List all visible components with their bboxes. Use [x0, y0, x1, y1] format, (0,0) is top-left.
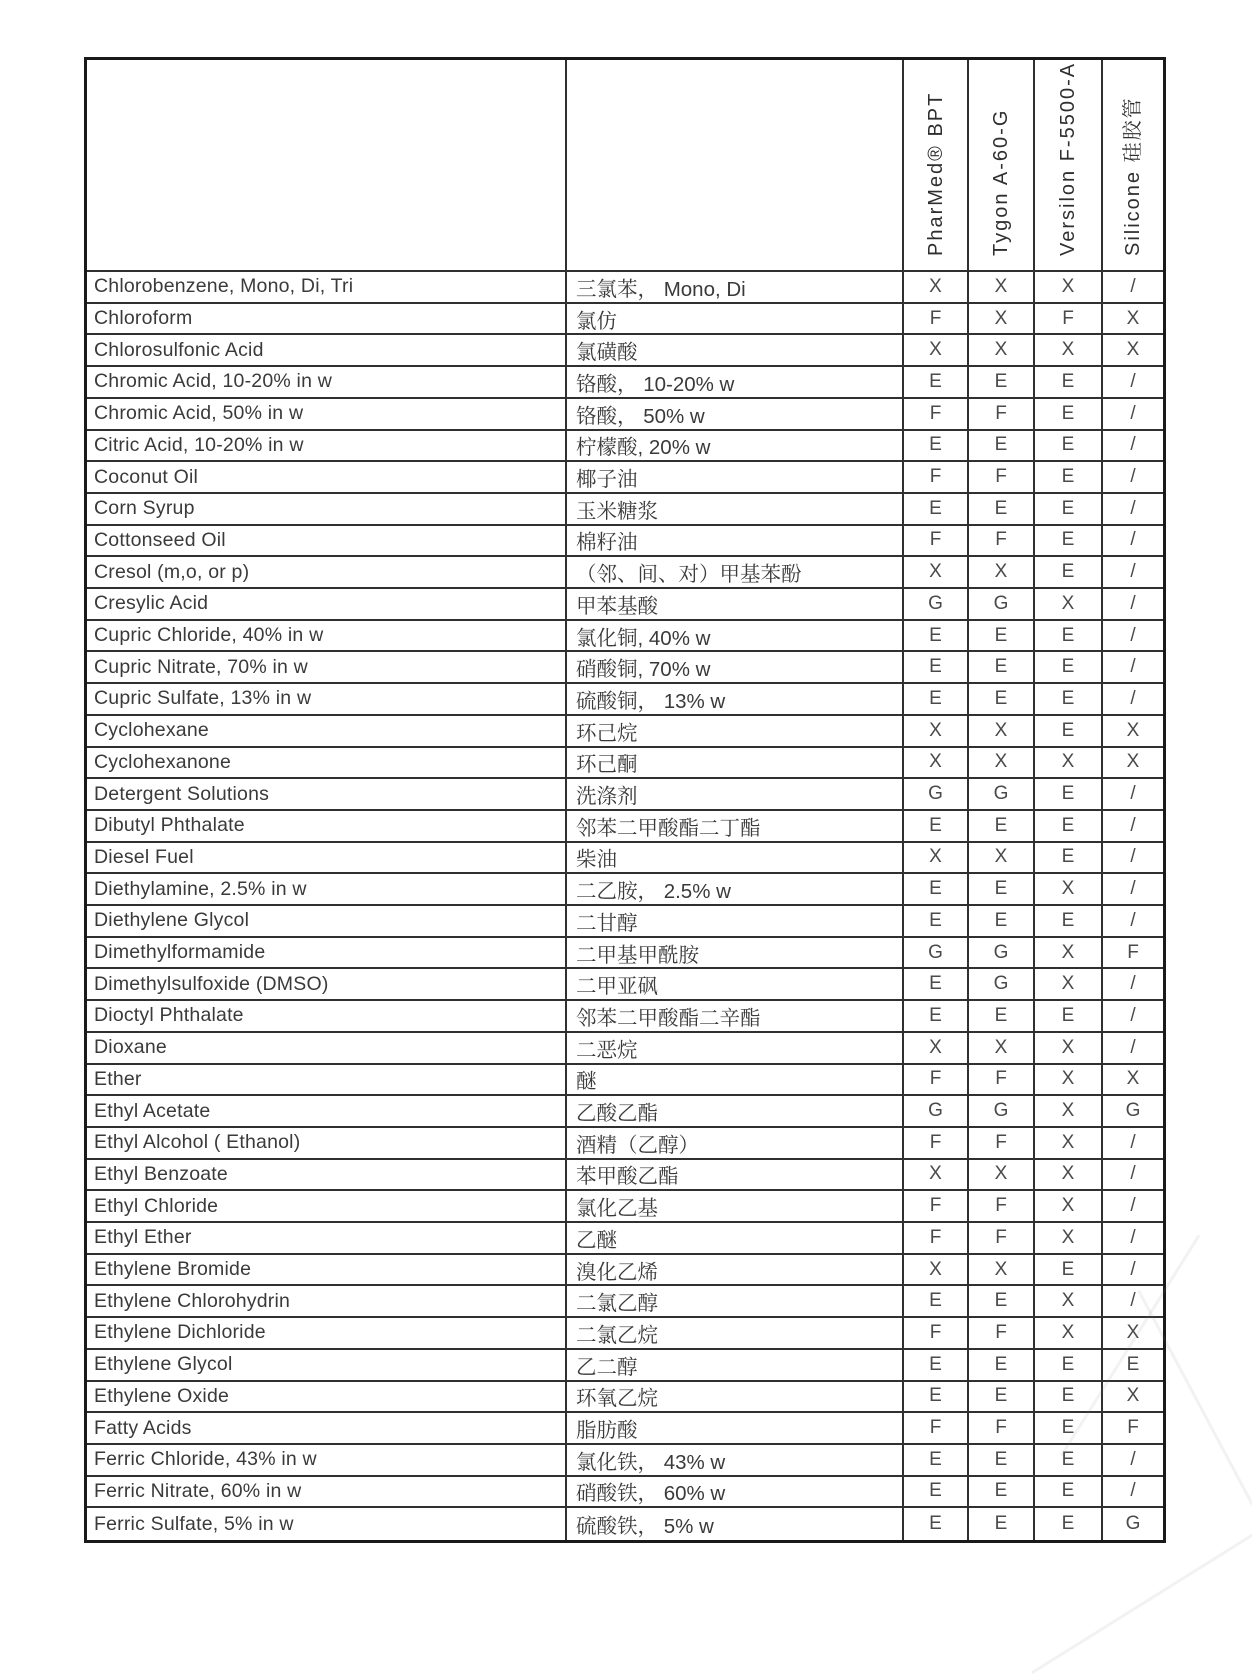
chemical-name-zh: 醚: [567, 1065, 904, 1097]
chemical-name-zh: 氯化铁， 43% w: [567, 1445, 904, 1477]
column-header-silicone: Silicone 硅胶管: [1122, 96, 1144, 256]
chemical-name-zh: 二乙胺， 2.5% w: [567, 874, 904, 906]
compatibility-table: [84, 57, 1166, 1543]
rating-cell: X: [1103, 748, 1163, 780]
chemical-name-en: Cresylic Acid: [87, 589, 567, 621]
chemical-name-zh: 乙二醇: [567, 1350, 904, 1382]
rating-cell: /: [1103, 431, 1163, 463]
column-header-tygon-a60g: Tygon A-60-G: [990, 108, 1012, 256]
chemical-name-zh: 硝酸铜, 70% w: [567, 652, 904, 684]
rating-cell: X: [1035, 1318, 1103, 1350]
rating-cell: X: [1103, 1318, 1163, 1350]
rating-cell: E: [969, 431, 1035, 463]
header-cell-pharmed-bpt: [904, 60, 969, 272]
rating-cell: E: [1035, 1445, 1103, 1477]
rating-cell: X: [969, 1160, 1035, 1192]
rating-cell: E: [1035, 431, 1103, 463]
rating-cell: G: [969, 779, 1035, 811]
rating-cell: /: [1103, 779, 1163, 811]
chemical-name-en: Cresol (m,o, or p): [87, 557, 567, 589]
chemical-name-zh: 甲苯基酸: [567, 589, 904, 621]
chemical-name-en: Dioxane: [87, 1033, 567, 1065]
chemical-name-en: Cupric Sulfate, 13% in w: [87, 684, 567, 716]
rating-cell: X: [1103, 1382, 1163, 1414]
chemical-name-en: Ethyl Chloride: [87, 1191, 567, 1223]
chemical-name-en: Ethyl Ether: [87, 1223, 567, 1255]
rating-cell: X: [969, 1255, 1035, 1287]
column-header-pharmed-bpt: PharMed® BPT: [924, 91, 947, 256]
rating-cell: /: [1103, 652, 1163, 684]
rating-cell: /: [1103, 589, 1163, 621]
rating-cell: /: [1103, 843, 1163, 875]
chemical-name-zh: 二氯乙烷: [567, 1318, 904, 1350]
rating-cell: /: [1103, 906, 1163, 938]
rating-cell: X: [1103, 304, 1163, 336]
chemical-name-en: Coconut Oil: [87, 462, 567, 494]
rating-cell: E: [969, 1286, 1035, 1318]
rating-cell: /: [1103, 1255, 1163, 1287]
rating-cell: /: [1103, 399, 1163, 431]
rating-cell: /: [1103, 969, 1163, 1001]
chemical-name-en: Ethyl Alcohol ( Ethanol): [87, 1128, 567, 1160]
chemical-name-en: Ethyl Acetate: [87, 1096, 567, 1128]
rating-cell: F: [1103, 1413, 1163, 1445]
rating-cell: /: [1103, 1033, 1163, 1065]
rating-cell: X: [904, 1255, 969, 1287]
rating-cell: E: [904, 811, 969, 843]
chemical-name-zh: 三氯苯， Mono, Di: [567, 272, 904, 304]
rating-cell: X: [969, 1033, 1035, 1065]
chemical-name-en: Chlorobenzene, Mono, Di, Tri: [87, 272, 567, 304]
chemical-name-zh: 硫酸铁， 5% w: [567, 1508, 904, 1540]
rating-cell: F: [1035, 304, 1103, 336]
chemical-name-zh: 铬酸， 10-20% w: [567, 367, 904, 399]
chemical-name-zh: 环己酮: [567, 748, 904, 780]
rating-cell: G: [1103, 1096, 1163, 1128]
chemical-name-en: Diesel Fuel: [87, 843, 567, 875]
chemical-name-zh: 氯仿: [567, 304, 904, 336]
rating-cell: F: [904, 1318, 969, 1350]
chemical-name-en: Cyclohexanone: [87, 748, 567, 780]
rating-cell: /: [1103, 1286, 1163, 1318]
rating-cell: X: [1035, 1223, 1103, 1255]
rating-cell: X: [1103, 1065, 1163, 1097]
rating-cell: E: [969, 1350, 1035, 1382]
rating-cell: X: [1035, 748, 1103, 780]
rating-cell: F: [969, 1413, 1035, 1445]
rating-cell: E: [1035, 1350, 1103, 1382]
rating-cell: F: [969, 1318, 1035, 1350]
rating-cell: /: [1103, 1445, 1163, 1477]
chemical-name-zh: 椰子油: [567, 462, 904, 494]
chemical-name-zh: 氯磺酸: [567, 335, 904, 367]
rating-cell: X: [904, 1160, 969, 1192]
chemical-name-en: Dioctyl Phthalate: [87, 1001, 567, 1033]
rating-cell: X: [1035, 1065, 1103, 1097]
chemical-name-en: Ethyl Benzoate: [87, 1160, 567, 1192]
rating-cell: E: [904, 1445, 969, 1477]
chemical-name-en: Ethylene Chlorohydrin: [87, 1286, 567, 1318]
rating-cell: E: [1035, 494, 1103, 526]
rating-cell: E: [969, 874, 1035, 906]
rating-cell: E: [1035, 367, 1103, 399]
chemical-name-en: Ferric Sulfate, 5% in w: [87, 1508, 567, 1540]
rating-cell: E: [1035, 1413, 1103, 1445]
rating-cell: /: [1103, 621, 1163, 653]
chemical-name-en: Diethylene Glycol: [87, 906, 567, 938]
rating-cell: F: [904, 1065, 969, 1097]
rating-cell: X: [1035, 1033, 1103, 1065]
chemical-name-zh: 柴油: [567, 843, 904, 875]
rating-cell: E: [1035, 906, 1103, 938]
chemical-name-zh: （邻、间、对）甲基苯酚: [567, 557, 904, 589]
chemical-name-zh: 乙醚: [567, 1223, 904, 1255]
chemical-name-zh: 二甲基甲酰胺: [567, 938, 904, 970]
rating-cell: X: [969, 748, 1035, 780]
rating-cell: E: [1035, 1477, 1103, 1509]
rating-cell: X: [1035, 1128, 1103, 1160]
rating-cell: /: [1103, 494, 1163, 526]
rating-cell: E: [969, 684, 1035, 716]
rating-cell: E: [904, 621, 969, 653]
chemical-name-zh: 脂肪酸: [567, 1413, 904, 1445]
rating-cell: E: [969, 367, 1035, 399]
rating-cell: E: [1035, 621, 1103, 653]
rating-cell: X: [969, 304, 1035, 336]
rating-cell: F: [904, 526, 969, 558]
column-header-versilon-f5500a: Versilon F-5500-A: [1057, 61, 1079, 256]
chemical-name-zh: 邻苯二甲酸酯二辛酯: [567, 1001, 904, 1033]
rating-cell: G: [969, 969, 1035, 1001]
header-cell-silicone: [1103, 60, 1163, 272]
rating-cell: F: [1103, 938, 1163, 970]
chemical-name-zh: 苯甲酸乙酯: [567, 1160, 904, 1192]
rating-cell: /: [1103, 684, 1163, 716]
rating-cell: F: [904, 1223, 969, 1255]
chemical-name-en: Dimethylsulfoxide (DMSO): [87, 969, 567, 1001]
rating-cell: E: [1035, 1255, 1103, 1287]
chemical-name-en: Ferric Chloride, 43% in w: [87, 1445, 567, 1477]
rating-cell: E: [969, 652, 1035, 684]
chemical-name-zh: 氯化乙基: [567, 1191, 904, 1223]
header-cell-tygon-a60g: [969, 60, 1035, 272]
rating-cell: X: [1035, 874, 1103, 906]
rating-cell: F: [969, 526, 1035, 558]
chemical-name-en: Diethylamine, 2.5% in w: [87, 874, 567, 906]
rating-cell: E: [969, 811, 1035, 843]
header-cell-chemical-zh: [567, 60, 904, 272]
rating-cell: /: [1103, 811, 1163, 843]
chemical-name-zh: 二恶烷: [567, 1033, 904, 1065]
chemical-name-en: Ethylene Oxide: [87, 1382, 567, 1414]
rating-cell: X: [1035, 1096, 1103, 1128]
rating-cell: E: [969, 906, 1035, 938]
rating-cell: G: [969, 1096, 1035, 1128]
rating-cell: E: [1035, 462, 1103, 494]
rating-cell: F: [969, 462, 1035, 494]
header-cell-chemical-en: [87, 60, 567, 272]
rating-cell: X: [1035, 969, 1103, 1001]
chemical-name-zh: 玉米糖浆: [567, 494, 904, 526]
rating-cell: F: [904, 462, 969, 494]
chemical-name-en: Dimethylformamide: [87, 938, 567, 970]
chemical-name-zh: 二甘醇: [567, 906, 904, 938]
rating-cell: X: [904, 716, 969, 748]
rating-cell: X: [1103, 335, 1163, 367]
chemical-name-zh: 环己烷: [567, 716, 904, 748]
rating-cell: E: [1035, 526, 1103, 558]
chemical-name-en: Chloroform: [87, 304, 567, 336]
rating-cell: F: [969, 1223, 1035, 1255]
rating-cell: /: [1103, 1191, 1163, 1223]
rating-cell: X: [969, 335, 1035, 367]
chemical-name-zh: 硫酸铜， 13% w: [567, 684, 904, 716]
rating-cell: F: [969, 399, 1035, 431]
rating-cell: E: [904, 1382, 969, 1414]
rating-cell: G: [904, 589, 969, 621]
chemical-name-zh: 环氧乙烷: [567, 1382, 904, 1414]
rating-cell: X: [904, 335, 969, 367]
rating-cell: /: [1103, 272, 1163, 304]
rating-cell: X: [1035, 335, 1103, 367]
chemical-name-zh: 硝酸铁， 60% w: [567, 1477, 904, 1509]
rating-cell: E: [904, 1286, 969, 1318]
chemical-name-zh: 氯化铜, 40% w: [567, 621, 904, 653]
rating-cell: E: [1035, 811, 1103, 843]
chemical-name-en: Citric Acid, 10-20% in w: [87, 431, 567, 463]
rating-cell: E: [904, 1477, 969, 1509]
rating-cell: E: [1035, 652, 1103, 684]
rating-cell: E: [904, 874, 969, 906]
rating-cell: F: [904, 1128, 969, 1160]
rating-cell: X: [904, 1033, 969, 1065]
rating-cell: E: [904, 969, 969, 1001]
rating-cell: X: [1035, 272, 1103, 304]
rating-cell: X: [904, 557, 969, 589]
chemical-name-en: Chlorosulfonic Acid: [87, 335, 567, 367]
chemical-name-en: Ethylene Bromide: [87, 1255, 567, 1287]
rating-cell: X: [1035, 1286, 1103, 1318]
rating-cell: E: [1035, 399, 1103, 431]
rating-cell: E: [904, 1508, 969, 1540]
rating-cell: G: [904, 1096, 969, 1128]
rating-cell: G: [969, 938, 1035, 970]
rating-cell: X: [1035, 938, 1103, 970]
rating-cell: E: [969, 1477, 1035, 1509]
rating-cell: E: [1035, 1001, 1103, 1033]
rating-cell: /: [1103, 1160, 1163, 1192]
rating-cell: G: [904, 938, 969, 970]
rating-cell: /: [1103, 462, 1163, 494]
rating-cell: E: [1035, 716, 1103, 748]
chemical-name-en: Cupric Chloride, 40% in w: [87, 621, 567, 653]
rating-cell: X: [969, 716, 1035, 748]
header-cell-versilon-f5500a: [1035, 60, 1103, 272]
chemical-name-en: Cyclohexane: [87, 716, 567, 748]
rating-cell: E: [1035, 684, 1103, 716]
chemical-name-zh: 二氯乙醇: [567, 1286, 904, 1318]
chemical-name-en: Corn Syrup: [87, 494, 567, 526]
rating-cell: G: [904, 779, 969, 811]
rating-cell: E: [1035, 779, 1103, 811]
rating-cell: F: [969, 1128, 1035, 1160]
rating-cell: E: [904, 684, 969, 716]
chemical-name-zh: 柠檬酸, 20% w: [567, 431, 904, 463]
rating-cell: /: [1103, 1001, 1163, 1033]
rating-cell: E: [904, 1350, 969, 1382]
rating-cell: /: [1103, 874, 1163, 906]
rating-cell: X: [969, 843, 1035, 875]
rating-cell: E: [904, 367, 969, 399]
rating-cell: F: [969, 1065, 1035, 1097]
rating-cell: E: [969, 1508, 1035, 1540]
rating-cell: E: [904, 494, 969, 526]
rating-cell: X: [1103, 716, 1163, 748]
rating-cell: X: [904, 843, 969, 875]
chemical-name-zh: 邻苯二甲酸酯二丁酯: [567, 811, 904, 843]
chemical-name-zh: 溴化乙烯: [567, 1255, 904, 1287]
chemical-name-en: Dibutyl Phthalate: [87, 811, 567, 843]
rating-cell: E: [969, 1001, 1035, 1033]
chemical-name-en: Chromic Acid, 10-20% in w: [87, 367, 567, 399]
rating-cell: G: [969, 589, 1035, 621]
rating-cell: F: [904, 1413, 969, 1445]
rating-cell: /: [1103, 1128, 1163, 1160]
rating-cell: F: [904, 304, 969, 336]
rating-cell: /: [1103, 1223, 1163, 1255]
rating-cell: E: [1103, 1350, 1163, 1382]
rating-cell: /: [1103, 526, 1163, 558]
rating-cell: E: [969, 621, 1035, 653]
rating-cell: G: [1125, 1513, 1141, 1535]
rating-cell: X: [904, 272, 969, 304]
rating-cell: E: [969, 1382, 1035, 1414]
rating-cell: /: [1103, 557, 1163, 589]
rating-cell: X: [1035, 1191, 1103, 1223]
rating-cell: E: [904, 652, 969, 684]
rating-cell: F: [904, 1191, 969, 1223]
chemical-name-en: Detergent Solutions: [87, 779, 567, 811]
rating-cell: X: [904, 748, 969, 780]
chemical-name-zh: 酒精（乙醇）: [567, 1128, 904, 1160]
rating-cell: X: [969, 557, 1035, 589]
rating-cell: E: [1035, 843, 1103, 875]
rating-cell: E: [904, 1001, 969, 1033]
rating-cell: X: [1035, 589, 1103, 621]
rating-cell: /: [1103, 1477, 1163, 1509]
rating-cell: X: [1035, 1160, 1103, 1192]
chemical-name-en: Ethylene Glycol: [87, 1350, 567, 1382]
chemical-name-en: Cupric Nitrate, 70% in w: [87, 652, 567, 684]
rating-cell: E: [969, 1445, 1035, 1477]
rating-cell: E: [904, 431, 969, 463]
chemical-name-zh: 乙酸乙酯: [567, 1096, 904, 1128]
chemical-name-en: Ether: [87, 1065, 567, 1097]
rating-cell: /: [1103, 367, 1163, 399]
rating-cell: F: [904, 399, 969, 431]
rating-cell: E: [904, 906, 969, 938]
chemical-name-en: Chromic Acid, 50% in w: [87, 399, 567, 431]
rating-cell: E: [1035, 557, 1103, 589]
chemical-name-en: Ethylene Dichloride: [87, 1318, 567, 1350]
chemical-name-zh: 棉籽油: [567, 526, 904, 558]
rating-cell: E: [1035, 1382, 1103, 1414]
rating-cell: F: [969, 1191, 1035, 1223]
rating-cell: E: [969, 494, 1035, 526]
chemical-name-en: Ferric Nitrate, 60% in w: [87, 1477, 567, 1509]
chemical-name-zh: 洗涤剂: [567, 779, 904, 811]
chemical-name-zh: 二甲亚砜: [567, 969, 904, 1001]
rating-cell: E: [1035, 1508, 1103, 1540]
chemical-name-zh: 铬酸， 50% w: [567, 399, 904, 431]
rating-cell: X: [969, 272, 1035, 304]
chemical-name-en: Cottonseed Oil: [87, 526, 567, 558]
chemical-name-en: Fatty Acids: [87, 1413, 567, 1445]
